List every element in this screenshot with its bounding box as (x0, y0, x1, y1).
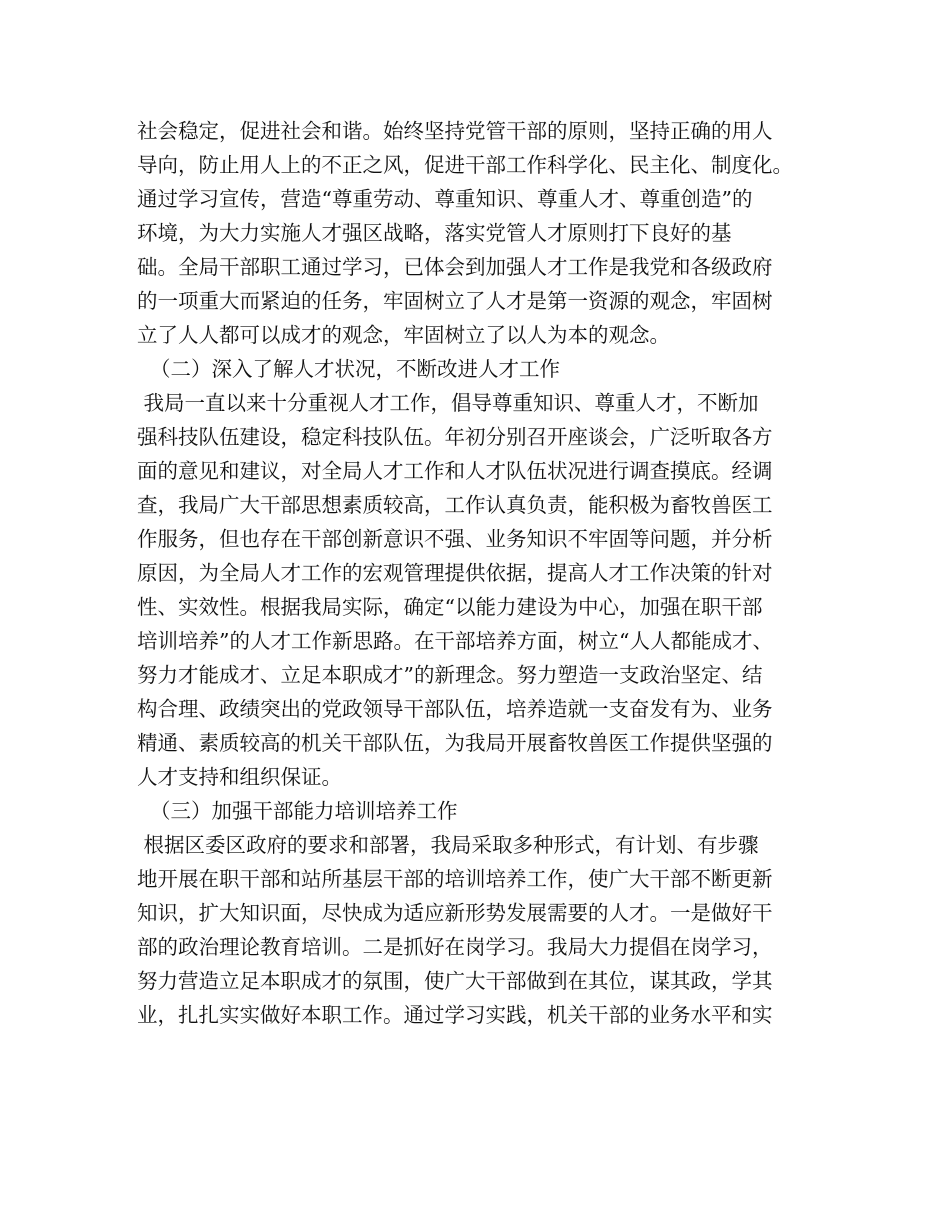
text-line: 构合理、政绩突出的党政领导干部队伍，培养造就一支奋发有为、业务 (137, 697, 773, 721)
text-line: 面的意见和建议，对全局人才工作和人才队伍状况进行调查摸底。经调 (137, 459, 773, 483)
section-heading: （二）深入了解人才状况，不断改进人才工作 (137, 357, 561, 381)
text-line: 根据区委区政府的要求和部署，我局采取多种形式，有计划、有步骤 (137, 833, 759, 857)
text-line: 社会稳定，促进社会和谐。始终坚持党管干部的原则，坚持正确的用人 (137, 119, 773, 143)
text-line: 环境，为大力实施人才强区战略，落实党管人才原则打下良好的基 (137, 221, 732, 245)
text-line: 精通、素质较高的机关干部队伍，为我局开展畜牧兽医工作提供坚强的 (137, 731, 773, 755)
text-line: 导向，防止用人上的不正之风，促进干部工作科学化、民主化、制度化。 (137, 153, 793, 177)
text-line: 我局一直以来十分重视人才工作，倡导尊重知识、尊重人才，不断加 (137, 391, 759, 415)
body-text (137, 114, 837, 1032)
text-line: 强科技队伍建设，稳定科技队伍。年初分别召开座谈会，广泛听取各方 (137, 425, 773, 449)
section-heading: （三）加强干部能力培训培养工作 (137, 799, 458, 823)
text-line: 业，扎扎实实做好本职工作。通过学习实践，机关干部的业务水平和实 (137, 1003, 773, 1027)
text-line: 培训培养”的人才工作新思路。在干部培养方面，树立“人人都能成才、 (137, 629, 773, 653)
text-line: 性、实效性。根据我局实际，确定“以能力建设为中心，加强在职干部 (137, 595, 763, 619)
text-line: 地开展在职干部和站所基层干部的培训培养工作，使广大干部不断更新 (137, 867, 773, 891)
text-line: 部的政治理论教育培训。二是抓好在岗学习。我局大力提倡在岗学习， (137, 935, 773, 959)
text-line: 的一项重大而紧迫的任务，牢固树立了人才是第一资源的观念，牢固树 (137, 289, 773, 313)
text-line: 查，我局广大干部思想素质较高，工作认真负责，能积极为畜牧兽医工 (137, 493, 773, 517)
text-line: 通过学习宣传，营造“尊重劳动、尊重知识、尊重人才、尊重创造”的 (137, 187, 753, 211)
text-line: 努力营造立足本职成才的氛围，使广大干部做到在其位，谋其政，学其 (137, 969, 773, 993)
text-line: 作服务，但也存在干部创新意识不强、业务知识不牢固等问题，并分析 (137, 527, 773, 551)
text-line: 础。全局干部职工通过学习，已体会到加强人才工作是我党和各级政府 (137, 255, 773, 279)
text-line: 人才支持和组织保证。 (137, 765, 342, 789)
text-line: 知识，扩大知识面，尽快成为适应新形势发展需要的人才。一是做好干 (137, 901, 773, 925)
text-line: 原因，为全局人才工作的宏观管理提供依据，提高人才工作决策的针对 (137, 561, 773, 585)
text-line: 立了人人都可以成才的观念，牢固树立了以人为本的观念。 (137, 323, 670, 347)
text-line: 努力才能成才、立足本职成才”的新理念。努力塑造一支政治坚定、结 (137, 663, 763, 687)
